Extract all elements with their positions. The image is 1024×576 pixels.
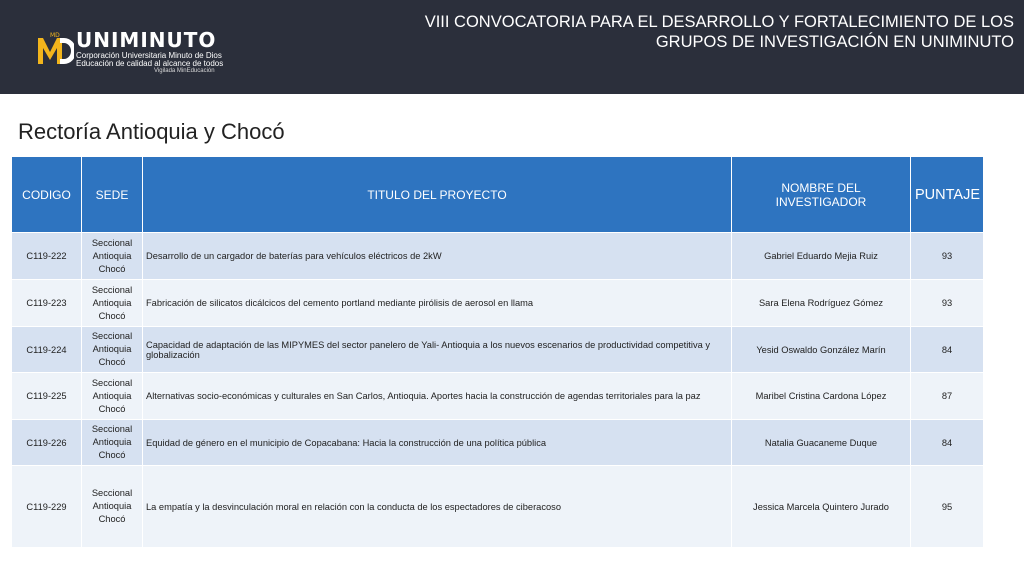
table-row bbox=[12, 233, 984, 280]
sede-line: Seccional bbox=[91, 284, 133, 295]
sede-line: Seccional bbox=[91, 377, 133, 388]
cell-sede bbox=[82, 466, 143, 548]
uniminuto-logo bbox=[36, 24, 266, 78]
header-title-line-1: VIII CONVOCATORIA PARA EL DESARROLLO Y FORTALECIMIENTO DE LOS bbox=[424, 13, 1014, 31]
column-header-investigador: NOMBRE DEL INVESTIGADOR bbox=[732, 157, 911, 233]
cell-puntaje: 87 bbox=[911, 373, 984, 420]
sede-line: Chocó bbox=[98, 310, 126, 321]
cell-codigo: C119-223 bbox=[12, 280, 82, 327]
sede-line: Chocó bbox=[98, 403, 126, 414]
cell-codigo: C119-224 bbox=[12, 327, 82, 373]
sede-line: Antioquia bbox=[92, 344, 132, 354]
cell-codigo: C119-229 bbox=[12, 466, 82, 548]
logo-subtitle-2: Educación de calidad al alcance de todos bbox=[76, 59, 224, 68]
sede-line: Seccional bbox=[91, 331, 133, 341]
sede-line: Chocó bbox=[98, 514, 126, 524]
cell-titulo: Capacidad de adaptación de las MIPYMES del sector panelero de Yali- Antioquia a los nuevos escenarios de productividad competitiva y globalización bbox=[143, 327, 732, 373]
cell-titulo: Desarrollo de un cargador de baterías para vehículos eléctricos de 2kW bbox=[143, 233, 732, 280]
logo-subtitle-1: Corporación Universitaria Minuto de Dios bbox=[76, 51, 222, 60]
cell-investigador: Gabriel Eduardo Mejia Ruiz bbox=[732, 233, 911, 280]
sede-line: Seccional bbox=[91, 424, 133, 434]
sede-line: Seccional bbox=[91, 488, 133, 498]
cell-titulo: La empatía y la desvinculación moral en relación con la conducta de los espectadores de ciberacoso bbox=[143, 466, 732, 548]
column-header-puntaje: PUNTAJE bbox=[911, 157, 984, 233]
sede-line: Antioquia bbox=[92, 390, 132, 401]
cell-codigo: C119-222 bbox=[12, 233, 82, 280]
cell-sede bbox=[82, 373, 143, 420]
cell-sede bbox=[82, 420, 143, 466]
cell-sede bbox=[82, 280, 143, 327]
table-header-row bbox=[12, 157, 984, 233]
cell-titulo: Fabricación de silicatos dicálcicos del cemento portland mediante pirólisis de aerosol en llama bbox=[143, 280, 732, 327]
logo-mark-text: MD bbox=[50, 32, 60, 39]
column-header-sede: SEDE bbox=[82, 157, 143, 233]
cell-puntaje: 84 bbox=[911, 327, 984, 373]
projects-table bbox=[11, 156, 984, 548]
table-row bbox=[12, 280, 984, 327]
table-row bbox=[12, 327, 984, 373]
sede-line: Chocó bbox=[98, 263, 126, 274]
table-row bbox=[12, 466, 984, 548]
sede-line: Chocó bbox=[98, 450, 126, 460]
header-title bbox=[414, 12, 1014, 52]
table-row bbox=[12, 420, 984, 466]
header-bar bbox=[0, 0, 1024, 94]
cell-titulo: Equidad de género en el municipio de Copacabana: Hacia la construcción de una política pública bbox=[143, 420, 732, 466]
logo-name: UNIMINUTO bbox=[76, 28, 217, 52]
header-title-line-2: GRUPOS DE INVESTIGACIÓN EN UNIMINUTO bbox=[655, 33, 1014, 51]
sede-line: Antioquia bbox=[92, 297, 132, 308]
cell-sede bbox=[82, 327, 143, 373]
cell-investigador: Jessica Marcela Quintero Jurado bbox=[732, 466, 911, 548]
cell-investigador: Natalia Guacaneme Duque bbox=[732, 420, 911, 466]
sede-line: Antioquia bbox=[92, 250, 132, 261]
cell-investigador: Yesid Oswaldo González Marín bbox=[732, 327, 911, 373]
sede-line: Seccional bbox=[91, 237, 133, 248]
logo-subtitle-3: Vigilada MinEducación bbox=[154, 68, 215, 74]
table-row bbox=[12, 373, 984, 420]
cell-puntaje: 84 bbox=[911, 420, 984, 466]
cell-codigo: C119-226 bbox=[12, 420, 82, 466]
cell-titulo: Alternativas socio-económicas y culturales en San Carlos, Antioquia. Aportes hacia la construcción de agendas territoriales para la paz bbox=[143, 373, 732, 420]
cell-investigador: Maribel Cristina Cardona López bbox=[732, 373, 911, 420]
cell-puntaje: 93 bbox=[911, 280, 984, 327]
sede-line: Antioquia bbox=[92, 437, 132, 447]
cell-puntaje: 95 bbox=[911, 466, 984, 548]
cell-investigador: Sara Elena Rodríguez Gómez bbox=[732, 280, 911, 327]
sede-line: Antioquia bbox=[92, 501, 132, 511]
cell-puntaje: 93 bbox=[911, 233, 984, 280]
column-header-titulo: TITULO DEL PROYECTO bbox=[143, 157, 732, 233]
page-title: Rectoría Antioquia y Chocó bbox=[18, 119, 285, 144]
md-logo-icon bbox=[36, 30, 74, 70]
sede-line: Chocó bbox=[98, 357, 126, 367]
cell-sede bbox=[82, 233, 143, 280]
column-header-codigo: CODIGO bbox=[12, 157, 82, 233]
cell-codigo: C119-225 bbox=[12, 373, 82, 420]
